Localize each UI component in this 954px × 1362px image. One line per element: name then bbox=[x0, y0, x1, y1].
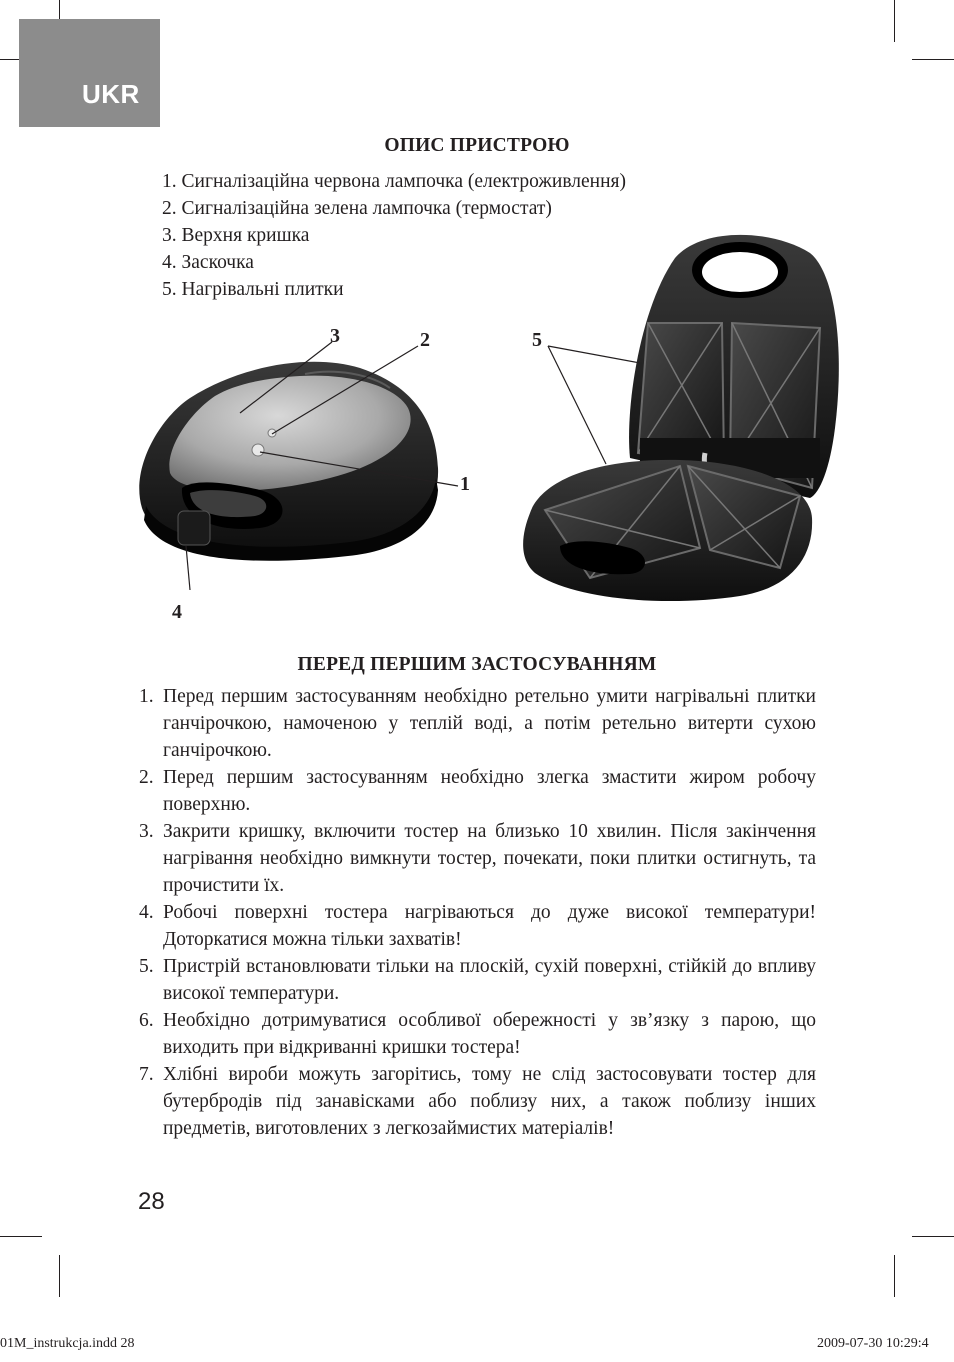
list-item bbox=[139, 818, 816, 899]
list-item-text: Пристрій встановлювати тільки на плоскій, сухій поверхні, стійкій до впливу високої температури. bbox=[163, 956, 816, 1004]
list-item bbox=[139, 899, 816, 953]
callout-2: 2 bbox=[420, 329, 430, 351]
parts-list-item: 4. Заскочка bbox=[162, 252, 254, 273]
list-item bbox=[139, 764, 816, 818]
callout-5: 5 bbox=[532, 329, 542, 351]
instructions-list bbox=[139, 683, 816, 1142]
crop-mark bbox=[59, 1255, 60, 1297]
closed-toaster-image bbox=[139, 362, 438, 561]
product-illustration bbox=[120, 228, 840, 628]
list-item bbox=[139, 953, 816, 1007]
list-item bbox=[139, 1007, 816, 1061]
list-item-number: 4. bbox=[139, 902, 154, 923]
list-item-number: 5. bbox=[139, 956, 154, 977]
crop-mark bbox=[894, 0, 895, 42]
list-item-text: Робочі поверхні тостера нагріваються до дуже високої температури! Доторкатися можна тільки захватів! bbox=[163, 902, 816, 950]
list-item-text: Закрити кришку, включити тостер на близько 10 хвилин. Після закінчення нагрівання необхідно вимкнути тостер, почекати, поки плитки остигнуть, та прочистити їх. bbox=[163, 821, 816, 896]
page-number: 28 bbox=[138, 1188, 165, 1215]
callout-3: 3 bbox=[330, 325, 340, 347]
crop-mark bbox=[912, 1236, 954, 1237]
crop-mark bbox=[912, 59, 954, 60]
section-title-description: ОПИС ПРИСТРОЮ bbox=[384, 135, 570, 156]
list-item-text: Перед першим застосуванням необхідно злегка змастити жиром робочу поверхню. bbox=[163, 767, 816, 815]
section-title-before-first-use: ПЕРЕД ПЕРШИМ ЗАСТОСУВАННЯМ bbox=[297, 654, 657, 675]
parts-list-item: 1. Сигналізаційна червона лампочка (електроживлення) bbox=[162, 171, 626, 192]
crop-mark bbox=[0, 1236, 42, 1237]
list-item bbox=[139, 683, 816, 764]
callout-1: 1 bbox=[460, 473, 470, 495]
file-slug: 01M_instrukcja.indd 28 bbox=[0, 1336, 135, 1351]
parts-list-item: 2. Сигналізаційна зелена лампочка (термостат) bbox=[162, 198, 552, 219]
callout-4: 4 bbox=[172, 601, 182, 623]
language-label: UKR bbox=[82, 79, 140, 109]
crop-mark bbox=[894, 1255, 895, 1297]
parts-list-item: 5. Нагрівальні плитки bbox=[162, 279, 344, 300]
list-item-number: 2. bbox=[139, 767, 154, 788]
list-item-text: Хлібні вироби можуть загорітись, тому не слід застосовувати тостер для бутербродів під занавісками або поблизу них, а також поблизу інших предметів, виготовлених з легкозаймистих матеріалів! bbox=[163, 1064, 816, 1139]
parts-list-item: 3. Верхня кришка bbox=[162, 225, 310, 246]
list-item-number: 3. bbox=[139, 821, 154, 842]
list-item-text: Необхідно дотримуватися особливої обережності у зв’язку з парою, що виходить при відкриванні кришки тостера! bbox=[163, 1010, 816, 1058]
print-timestamp: 2009-07-30 10:29:4 bbox=[817, 1336, 929, 1351]
list-item bbox=[139, 1061, 816, 1142]
list-item-text: Перед першим застосуванням необхідно ретельно умити нагрівальні плитки ганчірочкою, намоченою у теплій воді, а потім ретельно витерти сухою ганчірочкою. bbox=[163, 686, 816, 761]
list-item-number: 6. bbox=[139, 1010, 154, 1031]
list-item-number: 1. bbox=[139, 686, 154, 707]
list-item-number: 7. bbox=[139, 1064, 154, 1085]
open-toaster-image bbox=[523, 235, 839, 601]
language-tab bbox=[19, 19, 160, 127]
